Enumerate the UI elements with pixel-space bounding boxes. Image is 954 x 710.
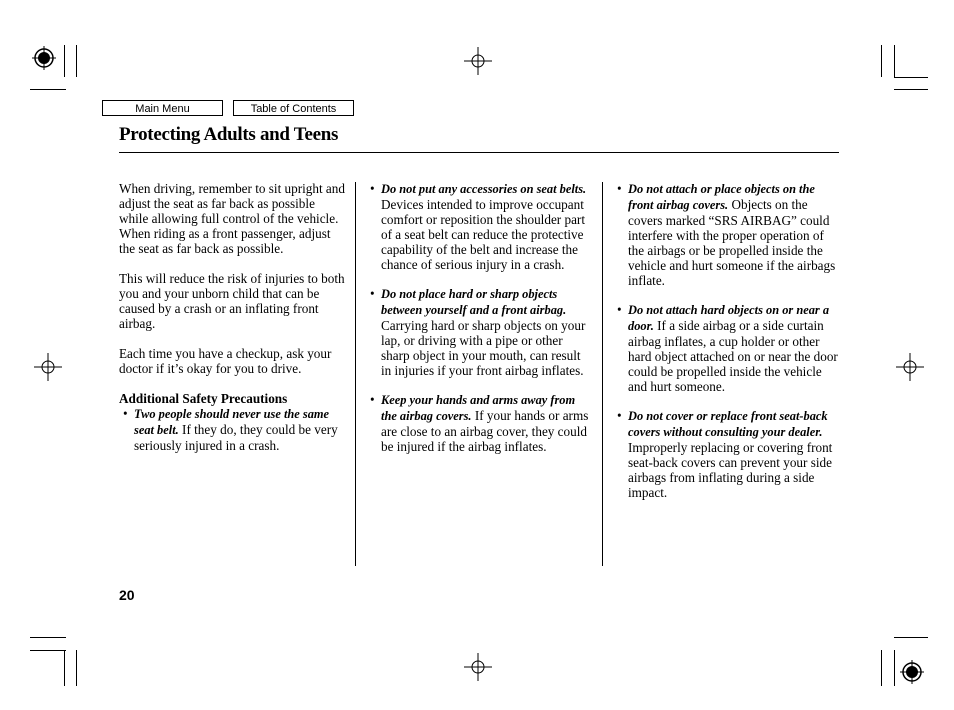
crosshair-icon	[32, 352, 64, 382]
list-item	[617, 302, 842, 394]
bullet-lead: Do not place hard or sharp objects between yourself and a front airbag.	[381, 287, 567, 317]
bullet-icon: •	[370, 286, 375, 301]
paragraph: When driving, remember to sit upright and adjust the seat as far back as possible while allowing full control of the vehicle. When riding as a front passenger, adjust the seat as far back as possible.	[119, 181, 345, 256]
bullet-text: If they do, they could be very seriously injured in a crash.	[134, 422, 338, 453]
bullet-text: Devices intended to improve occupant comfort or reposition the shoulder part of a seat belt can reduce the protective capability of the belt and increase the chance of serious injury in a crash.	[381, 197, 585, 272]
crop-mark	[64, 650, 65, 686]
bullet-lead: Two people should never use the same seat belt.	[134, 407, 330, 437]
paragraph: This will reduce the risk of injuries to both you and your unborn child that can be caused by a crash or an inflating front airbag.	[119, 271, 345, 331]
registration-target-icon	[898, 658, 926, 686]
list-item	[370, 181, 594, 272]
crop-mark	[76, 45, 77, 77]
crop-mark	[881, 650, 882, 686]
bullet-icon: •	[370, 392, 375, 407]
crosshair-icon	[462, 652, 494, 682]
bullet-lead: Do not cover or replace front seat-back covers without consulting your dealer.	[628, 409, 828, 439]
column-3	[617, 181, 842, 515]
bullet-text: Improperly replacing or covering front seat-back covers can prevent your side airbags from inflating during a side impact.	[628, 440, 833, 500]
bullet-text: Objects on the covers marked “SRS AIRBAG” could interfere with the proper operation of the airbags or be propelled inside the vehicle and hurt someone if the airbags inflate.	[628, 197, 836, 288]
bullet-lead: Keep your hands and arms away from the airbag covers.	[381, 393, 576, 423]
crosshair-icon	[462, 46, 494, 76]
crop-mark	[881, 45, 882, 77]
column-divider	[602, 182, 603, 566]
bullet-lead: Do not attach or place objects on the front airbag covers.	[628, 182, 815, 212]
section-subheading: Additional Safety Precautions	[119, 391, 288, 406]
page-number: 20	[119, 587, 135, 603]
column-2	[370, 181, 594, 469]
main-menu-button[interactable]: Main Menu	[102, 100, 223, 116]
crop-mark	[30, 89, 66, 90]
list-item	[370, 392, 594, 454]
list-item	[123, 406, 347, 453]
bullet-icon: •	[617, 181, 622, 196]
title-rule	[119, 152, 839, 153]
crop-mark	[30, 637, 66, 638]
crop-mark	[64, 45, 65, 77]
list-item	[617, 181, 842, 288]
paragraph: Each time you have a checkup, ask your doctor if it’s okay for you to drive.	[119, 346, 332, 376]
crop-mark	[894, 637, 928, 638]
crop-mark	[894, 650, 895, 686]
page-title: Protecting Adults and Teens	[119, 124, 339, 145]
bullet-icon: •	[370, 181, 375, 196]
crop-mark	[30, 650, 66, 651]
list-item	[370, 286, 594, 378]
column-divider	[355, 182, 356, 566]
crop-mark	[894, 77, 928, 78]
registration-target-icon	[30, 44, 58, 72]
bullet-text: If a side airbag or a side curtain airbag inflates, a cup holder or other hard object attached on or near the door could be propelled inside the vehicle and hurt someone.	[628, 318, 838, 394]
crop-mark	[894, 45, 895, 77]
bullet-lead: Do not put any accessories on seat belts.	[381, 182, 587, 196]
column-1	[119, 181, 347, 468]
bullet-icon: •	[617, 302, 622, 317]
table-of-contents-button[interactable]: Table of Contents	[233, 100, 354, 116]
list-item	[617, 408, 842, 500]
crop-mark	[76, 650, 77, 686]
bullet-icon: •	[617, 408, 622, 423]
crop-mark	[894, 89, 928, 90]
bullet-text: If your hands or arms are close to an airbag cover, they could be injured if the airbag inflates.	[381, 408, 589, 454]
crosshair-icon	[894, 352, 926, 382]
bullet-text: Carrying hard or sharp objects on your lap, or driving with a pipe or other sharp object in your mouth, can result in injuries if your front airbag inflates.	[381, 318, 586, 378]
bullet-icon: •	[123, 406, 128, 421]
bullet-lead: Do not attach hard objects on or near a door.	[628, 303, 830, 333]
